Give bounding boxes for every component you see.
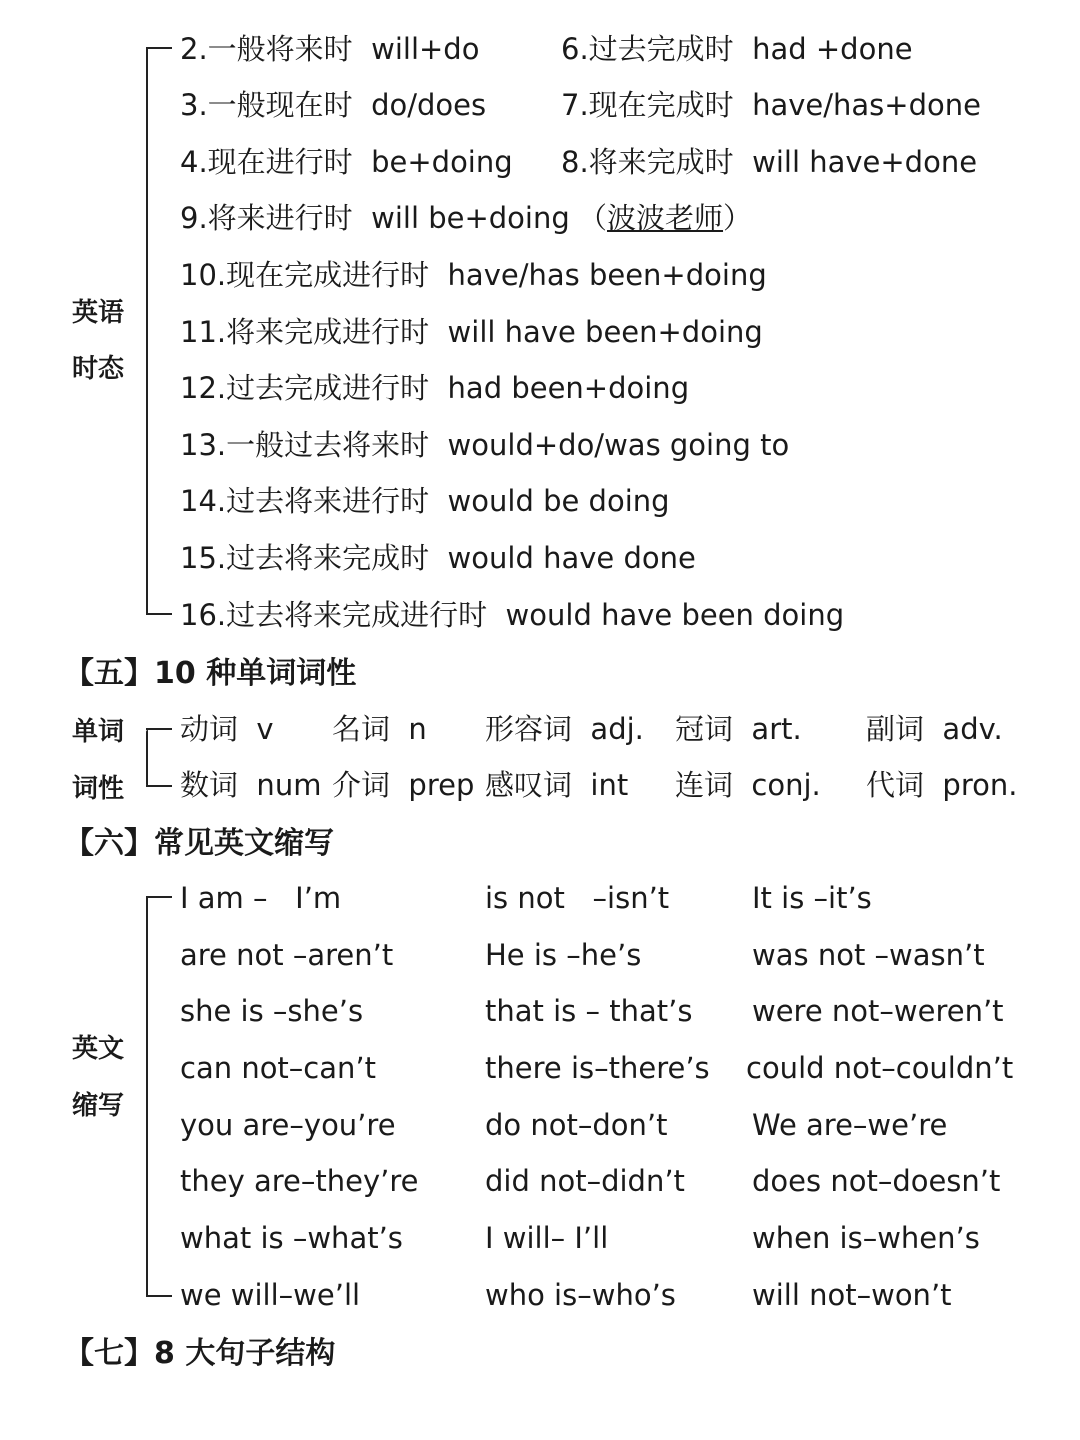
section6-heading: 【六】常见英文缩写: [64, 826, 334, 861]
contraction-item: We are–we’re: [752, 1108, 948, 1142]
pos-item: 数词 num: [180, 768, 322, 802]
pos-item: 名词 n: [332, 712, 427, 746]
tenses-brace-bottom: [146, 613, 172, 615]
tenses-label-line1: 英语: [72, 298, 125, 328]
tense-item: 8.将来完成时 will have+done: [561, 145, 978, 179]
contraction-brace-bottom: [146, 1295, 172, 1297]
teacher-note-open: （: [578, 201, 608, 235]
contraction-item: what is –what’s: [180, 1221, 403, 1255]
contraction-item: she is –she’s: [180, 994, 364, 1028]
contraction-item: did not–didn’t: [485, 1164, 685, 1198]
pos-brace: [146, 730, 148, 786]
contraction-item: He is –he’s: [485, 938, 642, 972]
section7-heading: 【七】8 大句子结构: [64, 1336, 336, 1371]
contraction-item: will not–won’t: [752, 1278, 952, 1312]
tense-item: 10.现在完成进行时 have/has been+doing: [180, 258, 767, 292]
pos-item: 连词 conj.: [675, 768, 821, 802]
contraction-item: I am – I’m: [180, 881, 342, 915]
pos-item: 介词 prep: [332, 768, 475, 802]
contraction-item: It is –it’s: [752, 881, 872, 915]
contraction-item: was not –wasn’t: [752, 938, 985, 972]
tense-item: 9.将来进行时 will be+doing: [180, 201, 570, 235]
tense-item: 2.一般将来时 will+do: [180, 32, 480, 66]
contraction-item: do not–don’t: [485, 1108, 668, 1142]
tense-item: 4.现在进行时 be+doing: [180, 145, 513, 179]
tenses-label-line2: 时态: [72, 354, 125, 384]
teacher-note-close: ）: [723, 201, 753, 235]
tense-item: 13.一般过去将来时 would+do/was going to: [180, 428, 790, 462]
contraction-label-line2: 缩写: [72, 1091, 125, 1121]
contraction-label-line1: 英文: [72, 1034, 125, 1064]
contraction-item: when is–when’s: [752, 1221, 980, 1255]
tenses-brace-top: [146, 47, 172, 49]
pos-label-line2: 词性: [72, 774, 125, 804]
pos-item: 代词 pron.: [866, 768, 1018, 802]
contraction-brace: [146, 898, 148, 1296]
contraction-item: that is – that’s: [485, 994, 693, 1028]
contraction-item: could not–couldn’t: [746, 1051, 1014, 1085]
contraction-item: I will– I’ll: [485, 1221, 609, 1255]
pos-brace-top: [146, 728, 172, 730]
tense-item: 3.一般现在时 do/does: [180, 88, 487, 122]
pos-item: 形容词 adj.: [485, 712, 644, 746]
tense-item: 15.过去将来完成时 would have done: [180, 541, 696, 575]
contraction-item: we will–we’ll: [180, 1278, 361, 1312]
pos-brace-bottom: [146, 785, 172, 787]
pos-label-line1: 单词: [72, 717, 125, 747]
contraction-item: does not–doesn’t: [752, 1164, 1001, 1198]
contraction-item: were not–weren’t: [752, 994, 1004, 1028]
contraction-brace-top: [146, 896, 172, 898]
contraction-item: can not–can’t: [180, 1051, 376, 1085]
contraction-item: are not –aren’t: [180, 938, 394, 972]
tenses-brace: [146, 49, 148, 615]
contraction-item: they are–they’re: [180, 1164, 419, 1198]
tense-item: 7.现在完成时 have/has+done: [561, 88, 981, 122]
contraction-item: is not –isn’t: [485, 881, 670, 915]
contraction-item: there is–there’s: [485, 1051, 710, 1085]
teacher-note: [578, 200, 752, 236]
section5-heading: 【五】10 种单词词性: [64, 656, 357, 691]
pos-item: 副词 adv.: [866, 712, 1003, 746]
tense-item: 12.过去完成进行时 had been+doing: [180, 371, 690, 405]
pos-item: 感叹词 int: [485, 768, 629, 802]
teacher-note-text: 波波老师: [607, 201, 724, 235]
pos-item: 动词 v: [180, 712, 274, 746]
contraction-item: you are–you’re: [180, 1108, 396, 1142]
tense-item: 14.过去将来进行时 would be doing: [180, 484, 670, 518]
pos-item: 冠词 art.: [675, 712, 802, 746]
tense-item: 16.过去将来完成进行时 would have been doing: [180, 598, 845, 632]
tense-item: 11.将来完成进行时 will have been+doing: [180, 315, 763, 349]
contraction-item: who is–who’s: [485, 1278, 676, 1312]
tense-item: 6.过去完成时 had +done: [561, 32, 913, 66]
